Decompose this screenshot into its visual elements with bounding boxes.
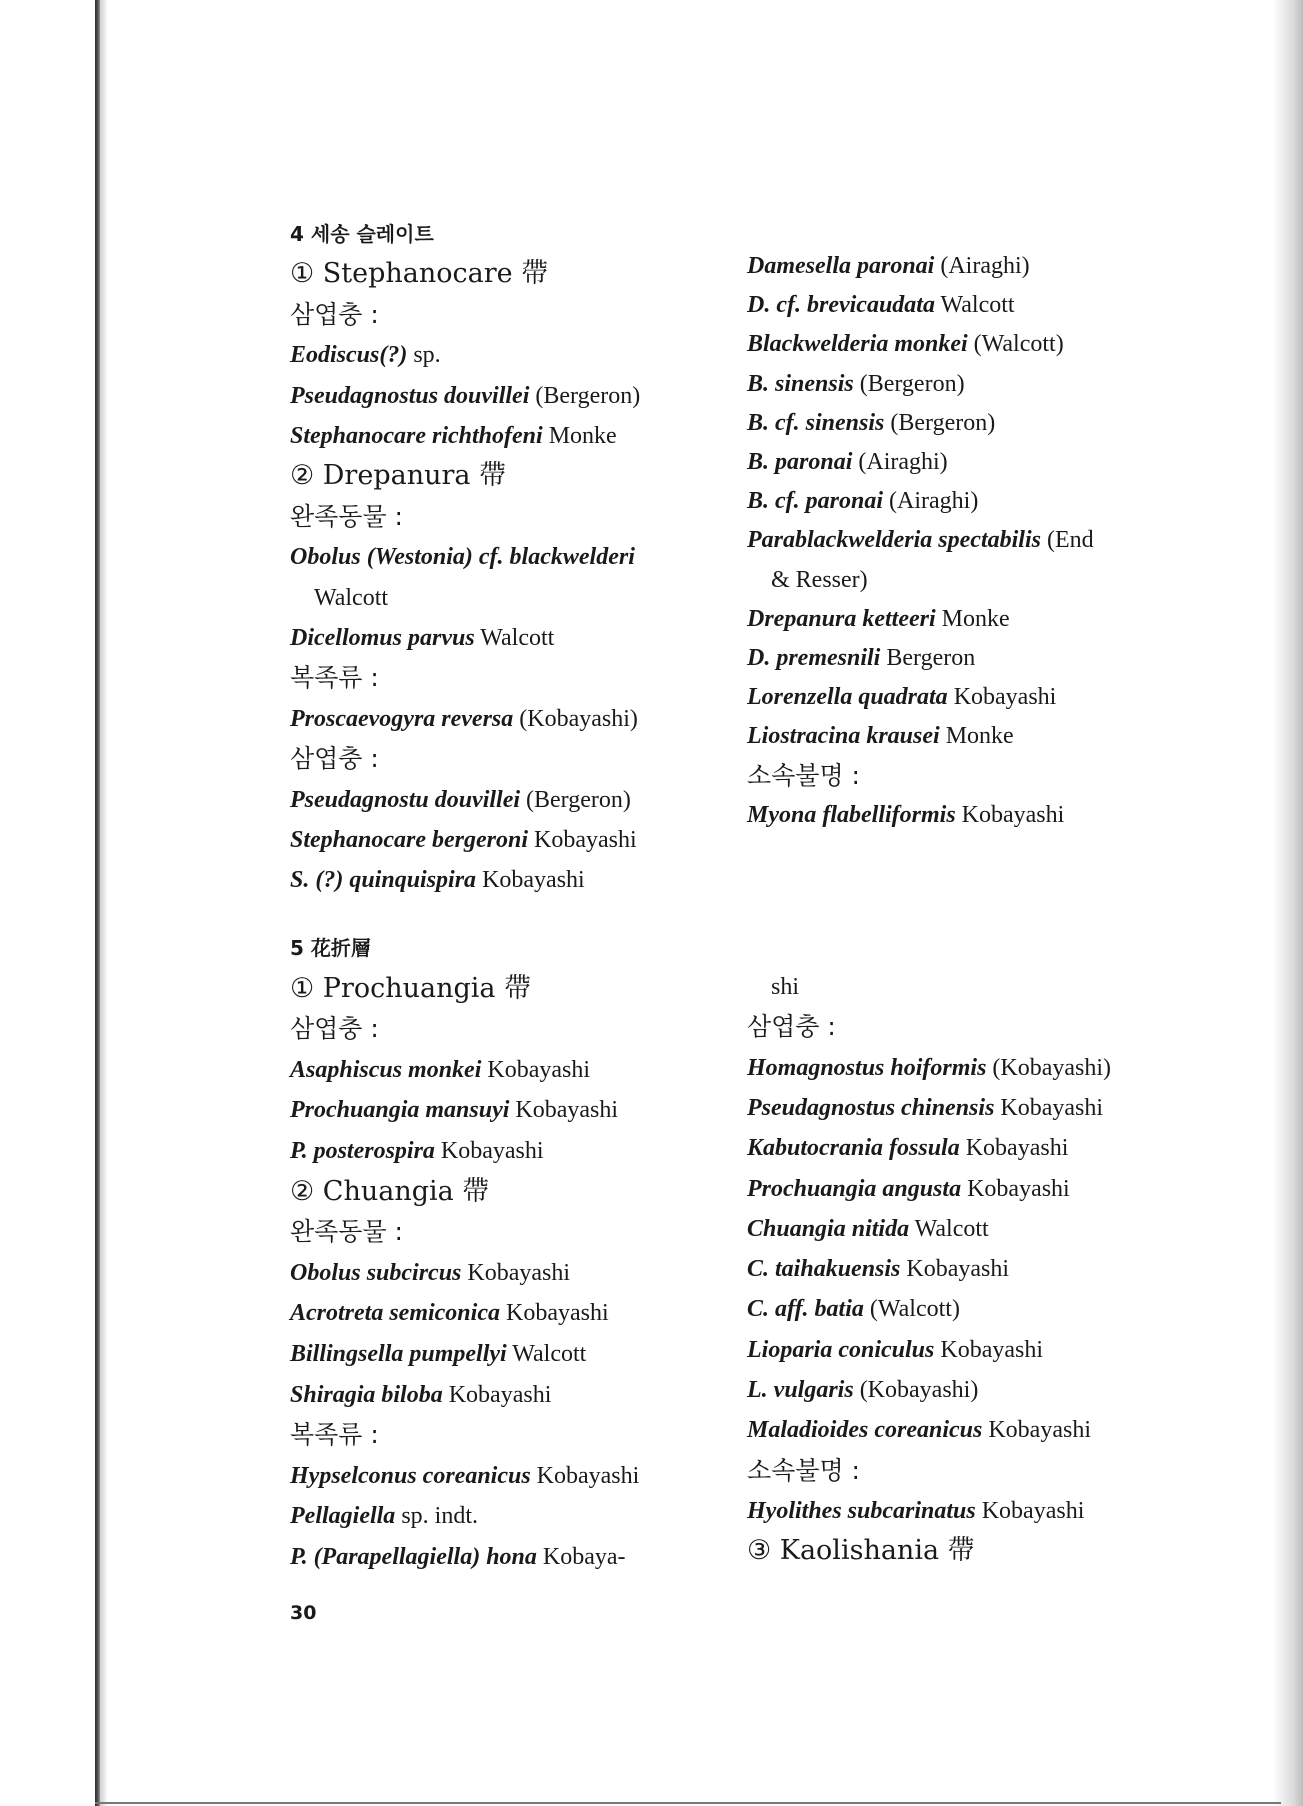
species-name: B. paronai [747, 449, 853, 475]
species-name: D. cf. brevicaudata [747, 292, 935, 319]
species-entry [290, 624, 554, 652]
species-name: P. posterospira [290, 1138, 435, 1164]
zone-heading: ② Chuangia 帶 [290, 1175, 490, 1207]
species-entry [290, 341, 441, 369]
species-name: C. aff. batia [747, 1296, 864, 1323]
zone-heading: ① Prochuangia 帶 [290, 972, 532, 1004]
species-author: Walcott [480, 625, 555, 651]
species-entry [290, 786, 631, 814]
species-name: Blackwelderia monkei [747, 331, 968, 358]
species-entry [747, 1376, 978, 1404]
species-entry [747, 291, 1015, 319]
species-entry [290, 1056, 590, 1084]
species-entry [747, 1295, 960, 1323]
species-author: Kobayashi [988, 1417, 1091, 1444]
species-name: Obolus subcircus [290, 1259, 462, 1286]
fossil-group-label: 소속불명 : [747, 760, 860, 790]
continuation-line: Walcott [314, 584, 389, 611]
section-heading: 5 花折層 [290, 936, 371, 960]
species-author: (Kobayashi) [992, 1054, 1112, 1081]
species-name: Prochuangia angusta [747, 1175, 962, 1202]
species-author: (Kobayashi) [859, 1377, 979, 1403]
fossil-group-label: 복족류 : [290, 663, 379, 693]
species-entry [747, 448, 948, 476]
species-author: Kobayashi [536, 1462, 640, 1489]
species-entry [290, 1096, 618, 1124]
fossil-group-label: 완족동물 : [290, 501, 403, 531]
species-name: Pellagiella [290, 1503, 396, 1530]
species-author: (Walcott) [869, 1296, 960, 1323]
species-author: Kobaya- [542, 1544, 626, 1570]
species-author: Kobayashi [953, 684, 1057, 711]
species-author: (End [1046, 527, 1094, 554]
species-author: (Airaghi) [940, 253, 1030, 279]
species-entry [290, 382, 640, 410]
species-entry [747, 1215, 989, 1243]
spine-shadow [100, 0, 108, 1806]
species-author: Kobayashi [961, 801, 1065, 828]
species-name: Damesella paronai [747, 253, 935, 279]
species-name: C. taihakuensis [747, 1256, 901, 1283]
species-name: S. (?) quinquispira [290, 867, 477, 894]
species-author: (Walcott) [973, 331, 1064, 358]
species-author: sp. [413, 342, 441, 369]
species-name: D. premesnili [747, 645, 881, 671]
species-entry [747, 644, 975, 672]
species-entry [747, 1134, 1068, 1162]
page-edge-shadow [1273, 0, 1303, 1806]
continuation-line: & Resser) [771, 566, 868, 593]
species-name: Asaphiscus monkei [290, 1056, 482, 1083]
species-entry [747, 330, 1064, 358]
species-author: (Airaghi) [889, 488, 979, 515]
species-name: B. cf. paronai [747, 488, 884, 515]
species-entry [290, 1543, 626, 1571]
species-entry [290, 1381, 551, 1409]
species-name: Acrotreta semiconica [290, 1300, 500, 1327]
species-entry [290, 422, 617, 450]
species-name: Drepanura ketteeri [747, 605, 936, 632]
species-author: Kobayashi [940, 1336, 1044, 1363]
species-name: Stephanocare richthofeni [290, 423, 543, 449]
species-name: Chuangia nitida [747, 1215, 910, 1242]
species-author: Monke [548, 423, 617, 449]
fossil-group-label: 삼엽충 : [290, 299, 379, 329]
species-name: Eodiscus(?) [290, 342, 408, 369]
species-author: sp. indt. [401, 1503, 478, 1530]
species-author: Kobayashi [467, 1259, 571, 1286]
species-entry [290, 705, 638, 733]
species-name: Pseudagnostus douvillei [290, 382, 530, 409]
species-entry [747, 605, 1010, 633]
species-name: Hyolithes subcarinatus [747, 1497, 976, 1524]
species-entry [290, 1462, 639, 1490]
species-author: (Bergeron) [526, 786, 631, 813]
species-author: (Bergeron) [535, 382, 641, 409]
species-author: Walcott [940, 292, 1015, 319]
species-entry [747, 683, 1056, 711]
zone-heading: ③ Kaolishania 帶 [747, 1535, 975, 1567]
species-entry [290, 1299, 609, 1327]
species-author: Monke [945, 723, 1014, 750]
fossil-group-label: 소속불명 : [747, 1455, 860, 1485]
species-entry [747, 801, 1064, 829]
zone-heading: ① Stephanocare 帶 [290, 258, 549, 290]
species-name: B. cf. sinensis [747, 409, 885, 436]
species-name: Parablackwelderia spectabilis [747, 527, 1041, 554]
fossil-group-label: 완족동물 : [290, 1217, 403, 1247]
zone-heading: ② Drepanura 帶 [290, 460, 507, 492]
species-author: Kobayashi [1000, 1094, 1104, 1121]
species-name: Shiragia biloba [290, 1381, 443, 1408]
species-entry [747, 370, 965, 398]
species-name: Proscaevogyra reversa [290, 705, 514, 732]
species-author: Kobayashi [906, 1256, 1010, 1283]
fossil-group-label: 복족류 : [290, 1420, 379, 1450]
species-name: Obolus (Westonia) cf. blackwelderi [290, 544, 635, 571]
species-entry [747, 1094, 1103, 1122]
species-name: Pseudagnostu douvillei [290, 786, 521, 813]
species-entry [747, 1255, 1009, 1283]
species-name: Kabutocrania fossula [747, 1135, 960, 1162]
species-entry [747, 1336, 1043, 1364]
species-author: (Kobayashi) [519, 705, 638, 732]
species-entry [747, 526, 1094, 554]
species-entry [290, 1502, 478, 1530]
species-author: Kobayashi [967, 1175, 1070, 1202]
page-number: 30 [290, 1602, 317, 1624]
species-author: Kobayashi [487, 1056, 591, 1083]
species-author: Kobayashi [448, 1381, 552, 1408]
species-entry [747, 1175, 1070, 1203]
species-name: Prochuangia mansuyi [290, 1097, 510, 1124]
species-entry [747, 722, 1014, 750]
species-author: (Airaghi) [858, 449, 948, 475]
species-author: Kobayashi [482, 867, 585, 894]
species-entry [747, 1416, 1091, 1444]
species-entry [747, 252, 1030, 280]
species-author: (Bergeron) [859, 370, 965, 397]
species-name: Hypselconus coreanicus [290, 1462, 531, 1489]
section-heading: 4 세송 슬레이트 [290, 222, 434, 246]
species-entry [290, 1259, 570, 1287]
species-name: L. vulgaris [747, 1377, 854, 1403]
species-author: (Bergeron) [890, 409, 996, 436]
species-entry [747, 1497, 1084, 1525]
species-entry [747, 487, 978, 515]
species-name: Myona flabelliformis [747, 801, 956, 828]
species-name: Lioparia coniculus [747, 1336, 935, 1363]
species-entry [290, 543, 635, 571]
species-author: Kobayashi [965, 1135, 1069, 1162]
species-entry [290, 826, 637, 854]
species-name: Pseudagnostus chinensis [747, 1094, 995, 1121]
species-author: Monke [941, 605, 1010, 632]
species-name: Liostracina krausei [747, 723, 940, 750]
species-name: Billingsella pumpellyi [290, 1341, 507, 1367]
species-entry [747, 1054, 1111, 1082]
species-author: Bergeron [886, 645, 976, 671]
species-name: Lorenzella quadrata [747, 684, 948, 711]
species-entry [290, 1137, 544, 1165]
species-name: Dicellomus parvus [290, 625, 475, 651]
species-entry [747, 409, 995, 437]
fossil-group-label: 삼엽충 : [290, 1014, 379, 1044]
species-author: Walcott [914, 1215, 989, 1242]
page-bottom-edge [95, 1802, 1281, 1804]
species-author: Kobayashi [534, 827, 637, 853]
species-author: Kobayashi [981, 1497, 1085, 1524]
species-author: Kobayashi [515, 1097, 619, 1124]
species-entry [290, 866, 585, 894]
species-name: Maladioides coreanicus [747, 1417, 983, 1444]
fossil-group-label: 삼엽충 : [290, 744, 379, 774]
fossil-group-label: 삼엽충 : [747, 1012, 836, 1042]
species-name: B. sinensis [747, 370, 854, 397]
species-name: Stephanocare bergeroni [290, 827, 529, 853]
continuation-line: shi [771, 974, 800, 1000]
species-name: P. (Parapellagiella) hona [290, 1544, 537, 1570]
species-entry [290, 1340, 586, 1368]
species-author: Kobayashi [505, 1300, 609, 1327]
species-name: Homagnostus hoiformis [747, 1054, 987, 1081]
species-author: Kobayashi [440, 1138, 544, 1164]
species-author: Walcott [512, 1341, 587, 1367]
